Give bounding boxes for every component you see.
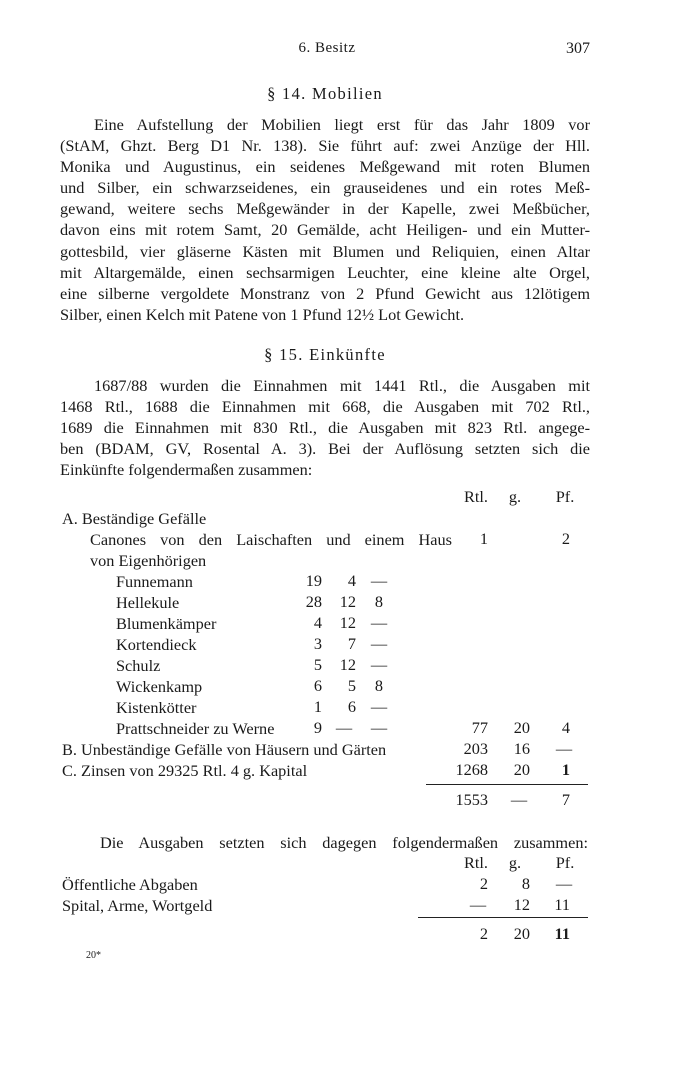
person-g: —	[335, 718, 353, 737]
section-15-title: § 15. Einkünfte	[264, 345, 386, 364]
group-c-pf: 1	[561, 760, 570, 779]
canones-label-line1: Canones von den Laischaften und einem Haus	[90, 530, 452, 549]
expenses-header-pf: Pf.	[555, 853, 575, 872]
group-c-rtl: 1268	[455, 760, 488, 779]
expense-rtl: 2	[479, 874, 488, 893]
canones-label-line2: von Eigenhörigen	[90, 551, 207, 570]
expense-pf: —	[555, 874, 573, 893]
person-name: Kortendieck	[116, 635, 197, 654]
section-15-paragraph	[60, 375, 590, 480]
expense-label: Öffentliche Abgaben	[62, 875, 198, 894]
persons-sum-g: 20	[513, 718, 530, 737]
persons-sum-rtl: 77	[471, 718, 488, 737]
person-rtl: 1	[313, 697, 322, 716]
person-name: Kistenkötter	[116, 698, 197, 717]
person-g: 12	[339, 592, 356, 611]
expense-g: 12	[513, 895, 530, 914]
text-line: und Silber, ein schwarzseidenes, ein grauseidenes und ein rotes Meß-	[60, 178, 590, 198]
text-line: Eine Aufstellung der Mobilien liegt erst für das Jahr 1809 vor	[94, 115, 590, 134]
person-name: Schulz	[116, 656, 161, 675]
canones-pf: 2	[561, 529, 570, 548]
group-b-g: 16	[513, 739, 530, 758]
person-pf: —	[370, 697, 388, 716]
person-g: 12	[339, 655, 356, 674]
income-total-pf: 7	[561, 790, 570, 809]
person-g: 7	[347, 634, 356, 653]
person-name: Hellekule	[116, 593, 180, 612]
expenses-total-pf: 11	[554, 924, 570, 943]
signature-mark: 20*	[86, 950, 101, 961]
text-line: Monika und Augustinus, ein seidenes Meßgewand mit roten Blumen	[60, 157, 590, 177]
person-name: Wickenkamp	[116, 677, 203, 696]
person-pf: —	[370, 613, 388, 632]
column-header-g: g.	[508, 487, 522, 506]
person-g: 12	[339, 613, 356, 632]
person-rtl: 28	[305, 592, 322, 611]
person-name: Prattschneider zu Werne	[116, 719, 275, 738]
text-line: 1687/88 wurden die Einnahmen mit 1441 Rtl., die Ausgaben mit	[94, 376, 590, 395]
expense-pf: 11	[554, 895, 570, 914]
group-b-pf: —	[555, 739, 573, 758]
person-rtl: 3	[313, 634, 322, 653]
text-line: eine silberne vergoldete Monstranz von 2 Pfund Gewicht aus 12lötigem	[60, 283, 590, 303]
expenses-header-rtl: Rtl.	[464, 853, 488, 872]
text-line: (StAM, Ghzt. Berg D1 Nr. 138). Sie führt auf: zwei Anzüge der Hll.	[60, 136, 590, 156]
text-line: gottesbild, vier gläserne Kästen mit Blumen und Reliquien, einen Altar	[60, 241, 590, 261]
expenses-intro: Die Ausgaben setzten sich dagegen folgendermaßen zusammen:	[100, 833, 588, 852]
canones-rtl: 1	[479, 529, 488, 548]
person-pf: —	[370, 655, 388, 674]
group-b-rtl: 203	[463, 739, 488, 758]
expenses-header-g: g.	[508, 853, 522, 872]
person-rtl: 4	[313, 613, 322, 632]
person-name: Funnemann	[116, 572, 193, 591]
group-a-label: A. Beständige Gefälle	[62, 509, 207, 528]
person-name: Blumenkämper	[116, 614, 217, 633]
persons-sum-pf: 4	[561, 718, 570, 737]
expense-rtl: —	[469, 895, 487, 914]
text-line: mit Altargemälde, einen sechsarmigen Leuchter, eine kleine alte Orgel,	[60, 262, 590, 282]
text-line: 1468 Rtl., 1688 die Einnahmen mit 668, die Ausgaben mit 702 Rtl.,	[60, 397, 590, 417]
person-g: 5	[347, 676, 356, 695]
expenses-total-rtl: 2	[479, 924, 488, 943]
expense-label: Spital, Arme, Wortgeld	[62, 896, 213, 915]
text-line: davon eins mit rotem Samt, 20 Gemälde, acht Heiligen- und ein Mutter-	[60, 220, 590, 240]
column-header-pf: Pf.	[555, 487, 575, 506]
person-rtl: 6	[313, 676, 322, 695]
person-rtl: 9	[313, 718, 322, 737]
person-pf: —	[370, 634, 388, 653]
person-pf: —	[370, 718, 388, 737]
section-14-title: § 14. Mobilien	[267, 84, 383, 103]
section-14-paragraph	[60, 114, 590, 325]
expenses-total-g: 20	[513, 924, 530, 943]
person-pf: —	[370, 571, 388, 590]
text-line: Silber, einen Kelch mit Patene von 1 Pfund 12½ Lot Gewicht.	[60, 304, 465, 324]
group-c-label: C. Zinsen von 29325 Rtl. 4 g. Kapital	[62, 761, 308, 780]
person-g: 6	[347, 697, 356, 716]
income-total-rtl: 1553	[455, 790, 488, 809]
income-total-g: —	[510, 790, 528, 809]
text-line: Einkünfte folgendermaßen zusammen:	[60, 460, 313, 480]
group-c-g: 20	[513, 760, 530, 779]
person-pf: 8	[374, 676, 384, 695]
person-rtl: 5	[313, 655, 322, 674]
page-number: 307	[566, 40, 590, 57]
running-head: 6. Besitz	[298, 40, 356, 56]
text-line: ben (BDAM, GV, Rosental A. 3). Bei der Auflösung setzten sich die	[60, 439, 590, 459]
person-g: 4	[347, 571, 356, 590]
expense-g: 8	[521, 874, 530, 893]
person-rtl: 19	[305, 571, 322, 590]
expenses-sum-rule	[418, 917, 588, 918]
group-b-label: B. Unbeständige Gefälle von Häusern und Gärten	[62, 740, 387, 759]
text-line: gewand, weitere sechs Meßgewänder in der Kapelle, zwei Meßbücher,	[60, 199, 590, 219]
column-header-rtl: Rtl.	[464, 487, 488, 506]
person-pf: 8	[374, 592, 384, 611]
income-sum-rule	[426, 784, 588, 785]
text-line: 1689 die Einnahmen mit 830 Rtl., die Ausgaben mit 823 Rtl. angege-	[60, 418, 590, 438]
